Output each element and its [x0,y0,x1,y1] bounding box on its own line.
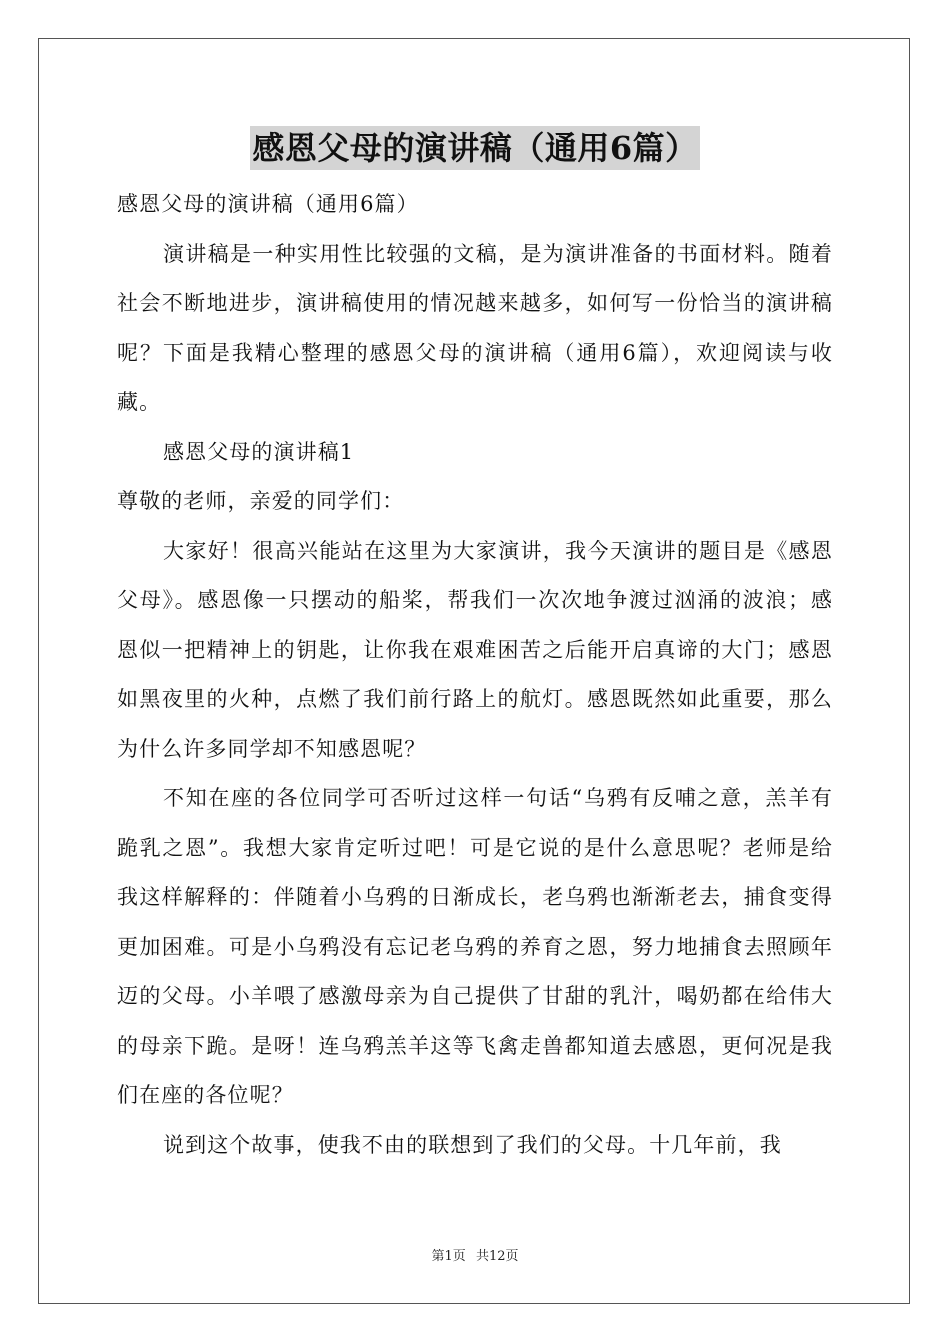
section-heading: 感恩父母的演讲稿1 [163,439,355,464]
salutation: 尊敬的老师，亲爱的同学们： [117,489,405,513]
document-title: 感恩父母的演讲稿（通用6篇） [250,126,699,170]
document-body [117,180,833,1170]
title-wrap [0,126,950,170]
paragraph-body-2: 不知在座的各位同学可否听过这样一句话“乌鸦有反哺之意，羔羊有跪乳之恩”。我想大家肯定听过吧！可是它说的是什么意思呢？老师是给我这样解释的：伴随着小乌鸦的日渐成长，老乌鸦也渐渐老去，捕食变得更加困难。可是小乌鸦没有忘记老乌鸦的养育之恩，努力地捕食去照顾年迈的父母。小羊喂了感激母亲为自己提供了甘甜的乳汁，喝奶都在给伟大的母亲下跪。是呀！连乌鸦羔羊这等飞禽走兽都知道去感恩，更何况是我们在座的各位呢？ [117,786,833,1107]
paragraph-body-3: 说到这个故事，使我不由的联想到了我们的父母。十几年前，我 [163,1132,782,1157]
paragraph-body-1: 大家好！很高兴能站在这里为大家演讲，我今天演讲的题目是《感恩父母》。感恩像一只摆动的船桨，帮我们一次次地争渡过汹涌的波浪；感恩似一把精神上的钥匙，让你我在艰难困苦之后能开启真谛的大门；感恩如黑夜里的火种，点燃了我们前行路上的航灯。感恩既然如此重要，那么为什么许多同学却不知感恩呢？ [117,538,833,761]
page-footer [0,1245,950,1264]
page-number: 第1页 [431,1249,466,1264]
page-total: 共12页 [475,1249,519,1264]
paragraph-intro: 演讲稿是一种实用性比较强的文稿，是为演讲准备的书面材料。随着社会不断地进步，演讲稿使用的情况越来越多，如何写一份恰当的演讲稿呢？下面是我精心整理的感恩父母的演讲稿（通用6篇），欢迎阅读与收藏。 [117,241,833,414]
document-subtitle: 感恩父母的演讲稿（通用6篇） [117,192,419,216]
